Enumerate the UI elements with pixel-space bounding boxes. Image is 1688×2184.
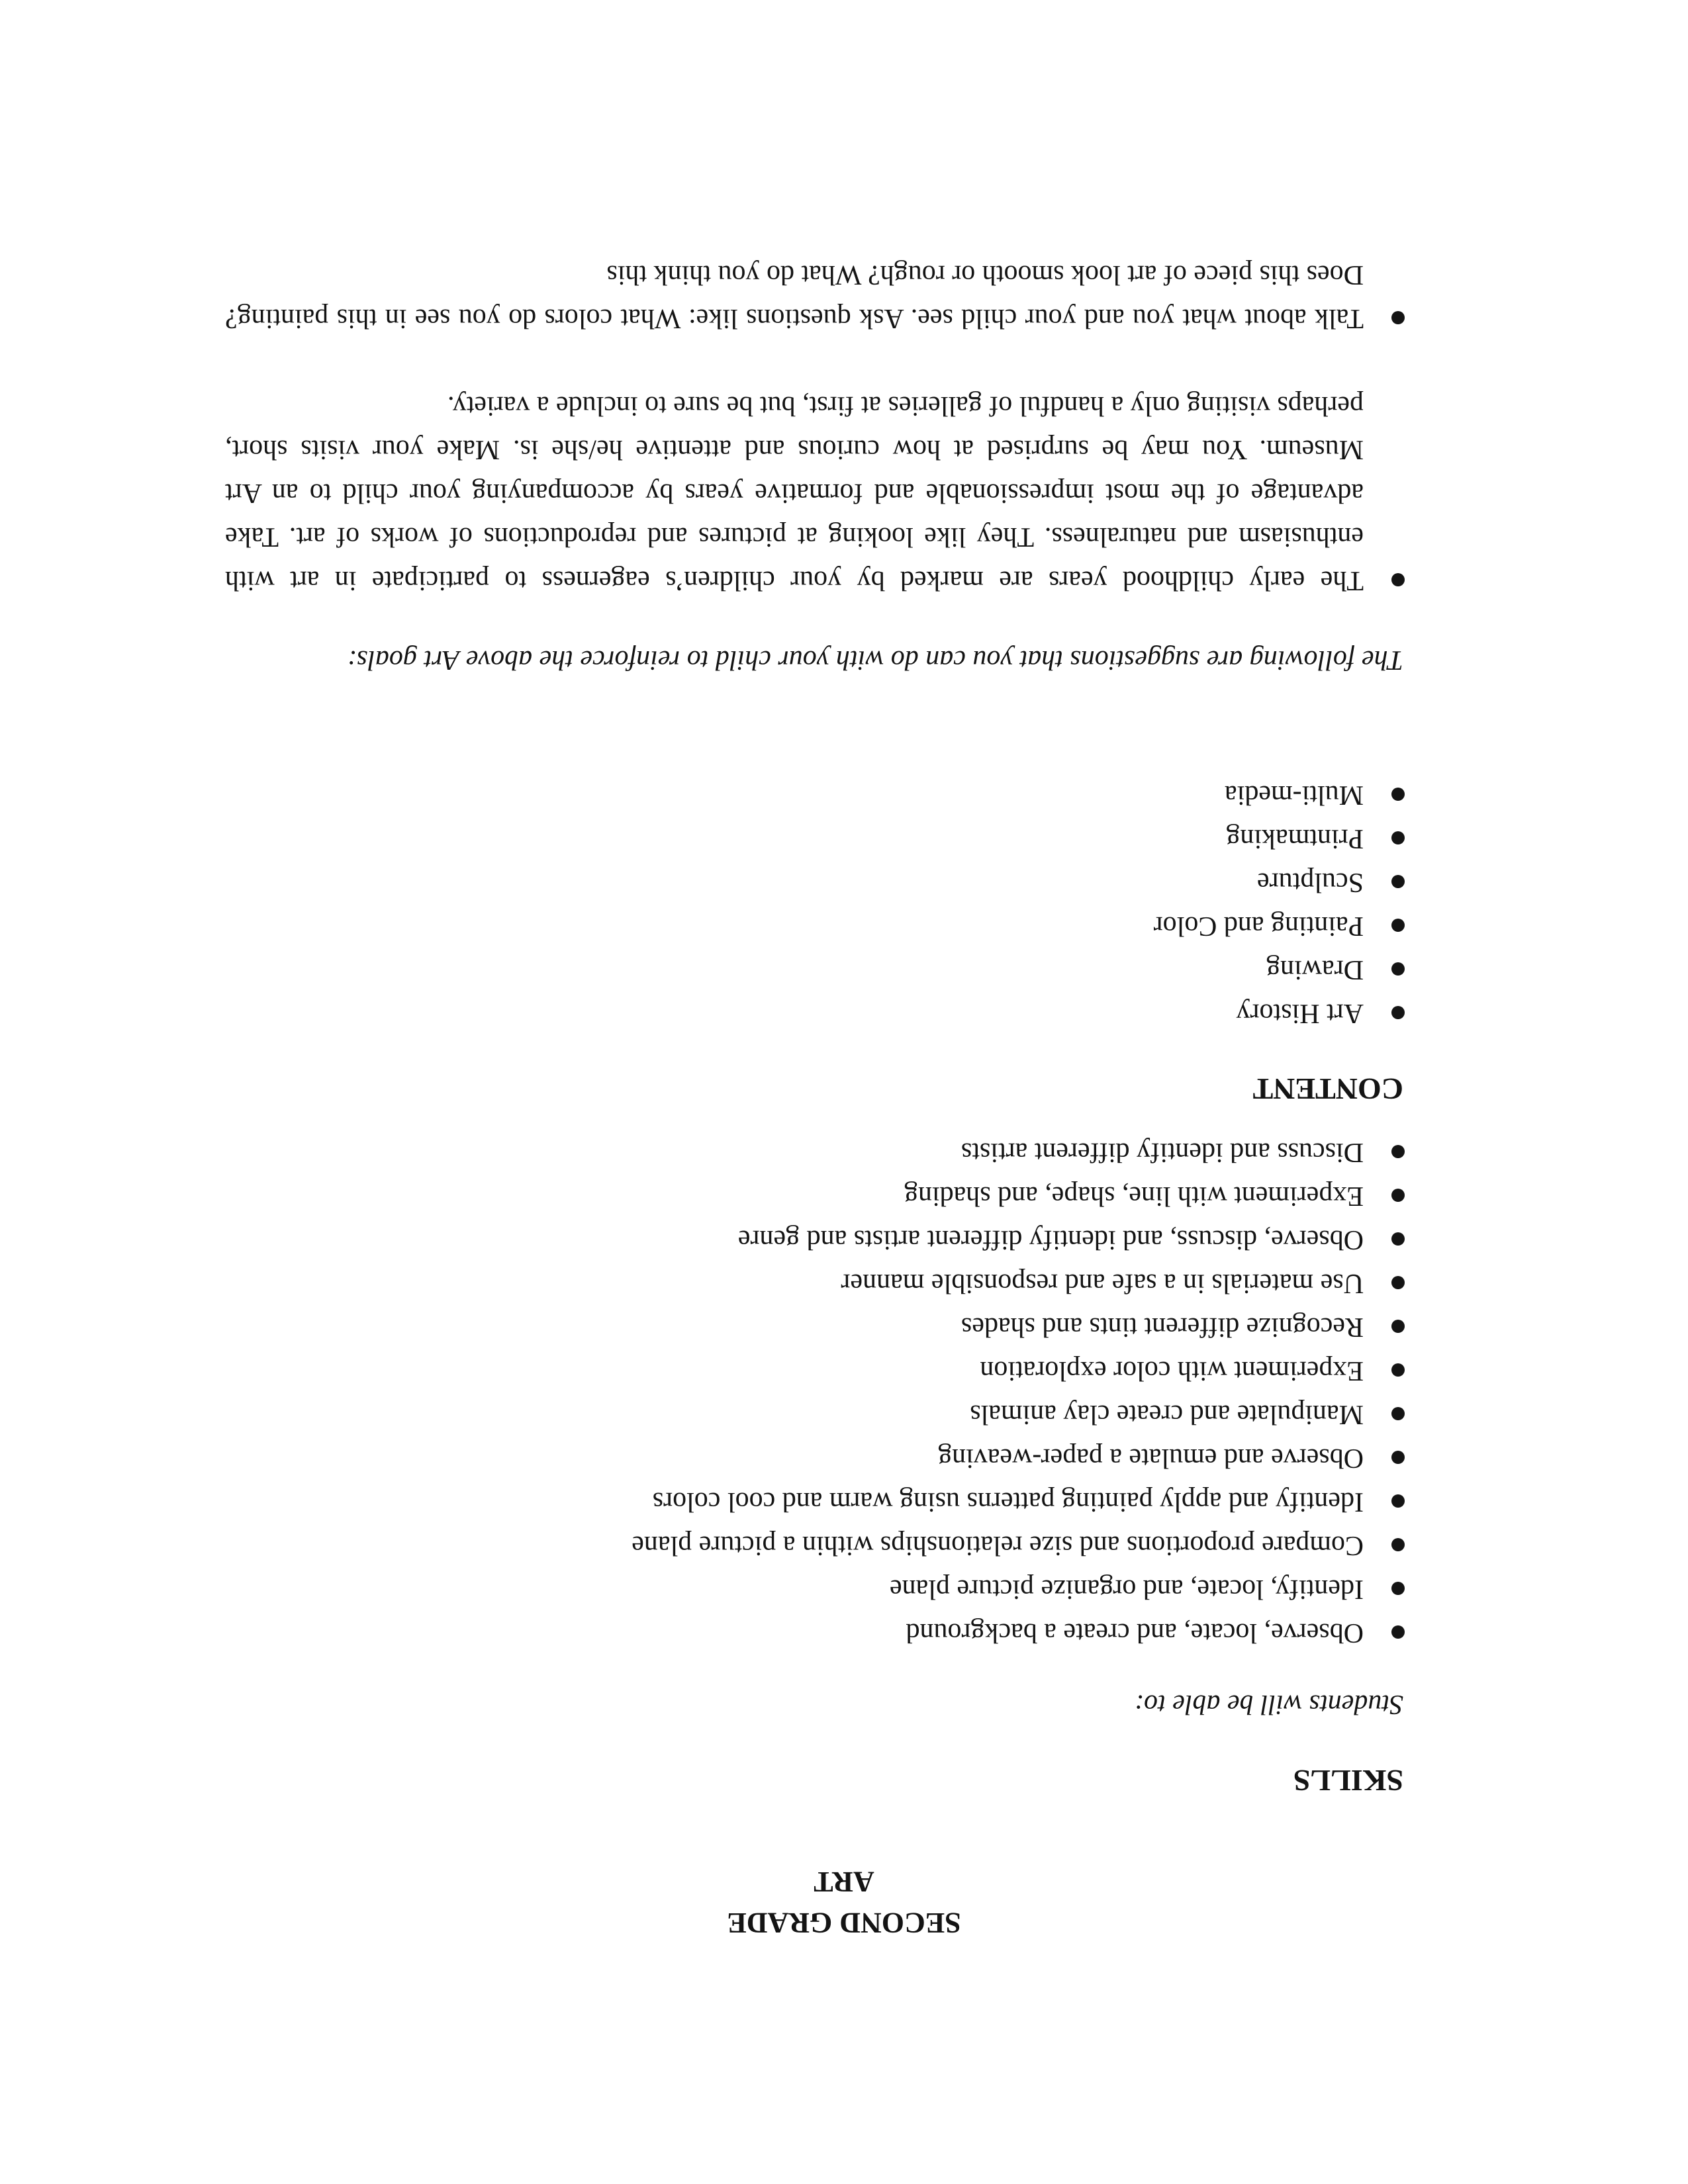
skills-heading: SKILLS bbox=[1293, 1764, 1403, 1797]
bullet-icon bbox=[1391, 1006, 1405, 1019]
list-item bbox=[616, 817, 1410, 860]
list-item-text: Drawing bbox=[1266, 954, 1364, 985]
list-item-text: Observe, locate, and create a background bbox=[906, 1617, 1364, 1648]
suggestions-intro: The following are suggestions that you can do with your child to reinforce the above Art goals: bbox=[347, 645, 1403, 675]
list-item-text: Art History bbox=[1236, 998, 1364, 1028]
list-item bbox=[218, 1174, 1410, 1218]
list-item-text: Compare proportions and size relationships within a picture plane bbox=[632, 1530, 1364, 1561]
list-item bbox=[616, 948, 1410, 991]
bullet-icon bbox=[1391, 831, 1405, 844]
list-item bbox=[218, 1130, 1410, 1174]
title-line-subject: ART bbox=[814, 1866, 874, 1898]
list-item bbox=[218, 1392, 1410, 1436]
content-list bbox=[616, 773, 1410, 1035]
list-item bbox=[218, 1567, 1410, 1611]
list-item bbox=[218, 1611, 1410, 1655]
bullet-icon bbox=[1391, 788, 1405, 801]
list-item bbox=[616, 904, 1410, 948]
list-item bbox=[218, 1305, 1410, 1349]
suggestions-list bbox=[225, 253, 1410, 602]
list-item-text: Observe and emulate a paper-weaving bbox=[938, 1443, 1364, 1473]
list-item bbox=[225, 384, 1410, 602]
list-item-text: Identify and apply painting patterns using warm and cool colors bbox=[652, 1486, 1364, 1517]
bullet-icon bbox=[1391, 919, 1405, 932]
list-item-text: Manipulate and create clay animals bbox=[970, 1399, 1364, 1430]
list-item-text: Experiment with line, shape, and shading bbox=[904, 1181, 1364, 1211]
bullet-icon bbox=[1391, 1232, 1405, 1246]
list-item-text: Multi-media bbox=[1225, 780, 1364, 810]
content-heading: CONTENT bbox=[1252, 1072, 1403, 1106]
bullet-icon bbox=[1391, 1451, 1405, 1464]
list-item-text: Printmaking bbox=[1226, 823, 1364, 854]
bullet-icon bbox=[1391, 573, 1405, 586]
list-item-text: Talk about what you and your child see. Ask questions like: What colors do you see in this painting? Does this piece of art look smooth or rough? What do you think this bbox=[225, 259, 1364, 334]
list-item bbox=[616, 860, 1410, 904]
list-item bbox=[218, 1218, 1410, 1261]
skills-list bbox=[218, 1130, 1410, 1655]
list-item-text: Discuss and identify different artists bbox=[961, 1137, 1364, 1167]
bullet-icon bbox=[1391, 1276, 1405, 1289]
list-item-text: Recognize different tints and shades bbox=[961, 1312, 1364, 1342]
bullet-icon bbox=[1391, 1145, 1405, 1158]
bullet-icon bbox=[1391, 1494, 1405, 1508]
list-item-text: Painting and Color bbox=[1153, 911, 1364, 941]
bullet-icon bbox=[1391, 1320, 1405, 1333]
list-item-text: Sculpture bbox=[1257, 867, 1364, 897]
list-item bbox=[225, 253, 1410, 340]
bullet-icon bbox=[1391, 1407, 1405, 1420]
bullet-icon bbox=[1391, 1538, 1405, 1551]
list-item bbox=[218, 1436, 1410, 1480]
bullet-icon bbox=[1391, 1363, 1405, 1377]
bullet-icon bbox=[1391, 311, 1405, 324]
bullet-icon bbox=[1391, 962, 1405, 976]
page-title bbox=[0, 1861, 1688, 1943]
list-item bbox=[218, 1349, 1410, 1392]
list-item bbox=[218, 1261, 1410, 1305]
list-item bbox=[218, 1480, 1410, 1524]
list-item-text: Observe, discuss, and identify different artists and genre bbox=[737, 1224, 1364, 1255]
list-item-text: Use materials in a safe and responsible manner bbox=[841, 1268, 1364, 1298]
skills-intro: Students will be able to: bbox=[1135, 1689, 1403, 1719]
list-item-text: Experiment with color exploration bbox=[980, 1355, 1364, 1386]
list-item bbox=[218, 1524, 1410, 1567]
list-item bbox=[616, 991, 1410, 1035]
bullet-icon bbox=[1391, 1189, 1405, 1202]
bullet-icon bbox=[1391, 1582, 1405, 1595]
title-line-grade: SECOND GRADE bbox=[727, 1907, 961, 1939]
list-item-text: Identify, locate, and organize picture plane bbox=[889, 1574, 1364, 1604]
bullet-icon bbox=[1391, 875, 1405, 888]
list-item bbox=[616, 773, 1410, 817]
bullet-icon bbox=[1391, 1625, 1405, 1639]
list-item-text: The early childhood years are marked by your children’s eagerness to participate in art with enthusiasm and naturalness. They like looking at pictures and reproductions of works of art. Take advantage of the most impressionable and formative years by accompanying your child to an Art Museum. You may be surprised at how curious and attentive he/she is. Make your visits short, perhaps visiting only a handful of galleries at first, but be sure to include a variety. bbox=[225, 390, 1364, 596]
